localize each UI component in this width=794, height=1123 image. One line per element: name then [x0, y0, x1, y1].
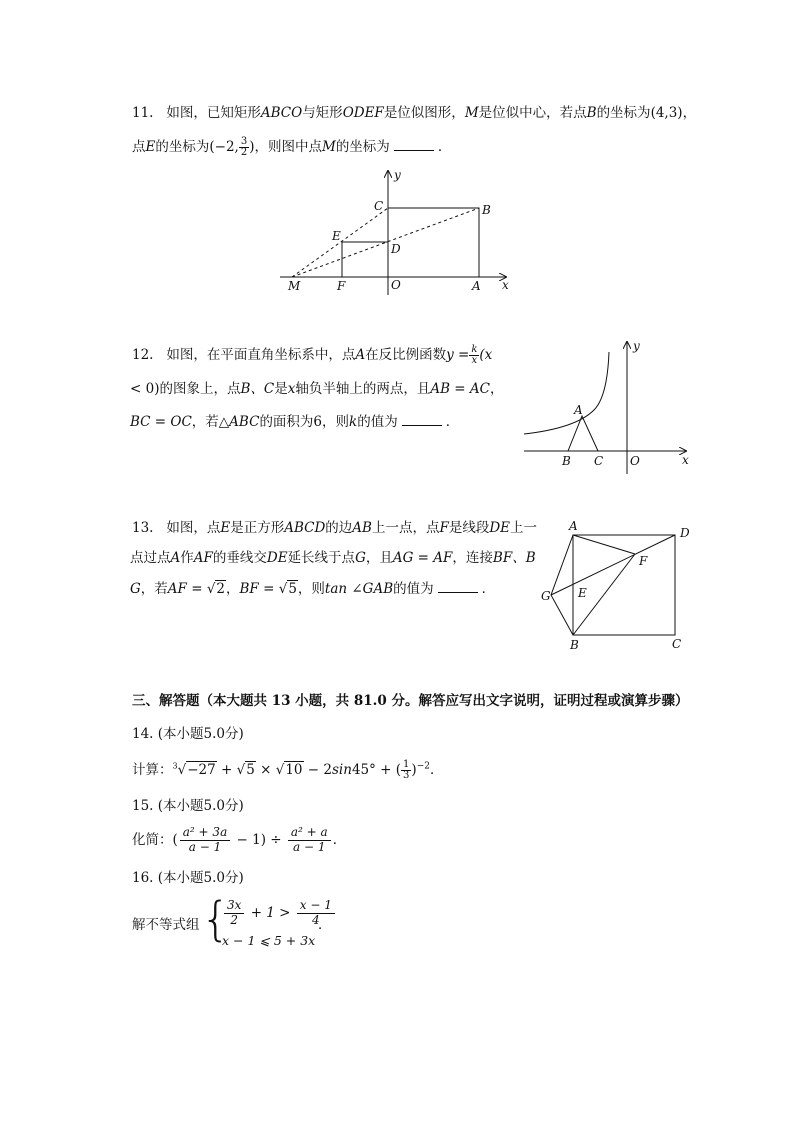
q16-brace: {	[201, 892, 231, 946]
section-3-heading: 三、解答题（本大题共 13 小题，共 81.0 分。解答应写出文字说明，证明过程或演算步骤）	[132, 693, 689, 709]
q12-hyperbola	[524, 352, 609, 434]
q14-header: 14. (本小题5.0分)	[132, 726, 244, 742]
q16-ineq-1: $\frac{3x}{2}$ + 1 > $\frac{x - 1}{4}$	[222, 899, 337, 928]
q12-label-a: A	[574, 403, 583, 417]
q15-expression: 化简：( $\frac{\text{a² + 3a}}{a - 1}$ − 1) ÷ $\frac{\text{a² + a}}{a - 1}$ ．	[132, 825, 347, 854]
q12-label-y: y	[633, 339, 640, 353]
q13-line-af	[573, 535, 635, 554]
q12-line3: BC = OC，若△ABC的面积为6，则k的值为 ．	[130, 414, 460, 430]
q11-rect-odef	[342, 242, 388, 277]
q11-line2: 点E的坐标为(−2, $\frac{3}{2}$ )，则图中点M的坐标为 ．	[132, 136, 452, 158]
q12-answer-blank	[402, 413, 442, 426]
q13-label-e: E	[578, 586, 587, 600]
q16-header: 16. (本小题5.0分)	[132, 870, 244, 886]
q13-line2: 点过点A作AF的垂线交DE延长线于点G，且AG = AF，连接BF、B	[130, 550, 536, 566]
q13-label-d: D	[680, 526, 690, 540]
q14-expression: 计算：$^3$√−27 + √5 × √10 − 2sin45° + ( $\frac{1}{3}$ )$^{-2}$．	[132, 759, 444, 781]
q12-triangle	[568, 416, 598, 451]
q16-frac-2: $\frac{x - 1}{4}$	[297, 899, 335, 928]
q11-label-x: x	[502, 278, 509, 292]
q13-label-g: G	[541, 589, 551, 603]
q12-figure	[520, 338, 700, 478]
q12-label-b: B	[562, 454, 571, 468]
q13-figure	[538, 515, 698, 655]
q13-label-a: A	[569, 519, 578, 533]
q15-frac-1: $\frac{\text{a² + 3a}}{a - 1}$	[180, 826, 230, 855]
q15-header: 15. (本小题5.0分)	[132, 798, 244, 814]
q13-line3: G，若AF = √2，BF = √5，则tan ∠GAB的值为 ．	[130, 581, 496, 597]
q12-frac: $\frac{k}{x}$	[471, 344, 478, 366]
q11-label-c: C	[374, 199, 384, 213]
q11-frac: $\frac{3}{2}$	[240, 136, 248, 158]
q13-label-b: B	[570, 638, 579, 652]
q11-line1: 11. 如图，已知矩形ABCO与矩形ODEF是位似图形，M是位似中心，若点B的坐标为(4,3)，	[132, 105, 697, 121]
q11-label-f: F	[337, 279, 346, 293]
q16-prefix: 解不等式组	[132, 917, 200, 933]
q12-label-x: x	[682, 453, 689, 467]
q15-frac-2: $\frac{\text{a² + a}}{a - 1}$	[288, 826, 331, 855]
q16-frac-1: $\frac{3x}{2}$	[224, 899, 244, 928]
q13-answer-blank	[438, 580, 478, 593]
q14-frac: $\frac{1}{3}$	[403, 759, 410, 781]
q11-label-b: B	[482, 203, 491, 217]
q11-label-a: A	[472, 279, 481, 293]
q11-answer-blank	[394, 138, 434, 151]
q11-label-m: M	[288, 279, 301, 293]
q13-label-c: C	[672, 637, 682, 651]
q13-label-f: F	[639, 554, 648, 568]
q13-square-abcd	[573, 535, 675, 635]
q11-rect-abco	[388, 208, 479, 277]
q11-figure	[280, 165, 520, 300]
q11-label-y: y	[394, 168, 401, 182]
q13-line1: 13. 如图，点E是正方形ABCD的边AB上一点，点F是线段DE上一	[132, 520, 538, 536]
q11-label-e: E	[332, 229, 341, 243]
q12-label-o: O	[630, 454, 640, 468]
q12-line1: 12. 如图，在平面直角坐标系中，点A在反比例函数y = $\frac{k}{x}$ (x	[132, 344, 493, 366]
q11-label-d: D	[391, 242, 401, 256]
q12-line2: < 0)的图象上，点B、C是x轴负半轴上的两点，且AB = AC，	[130, 381, 504, 397]
q16-ineq-2: x − 1 ⩽ 5 + 3x	[222, 933, 316, 948]
q13-ag-gb	[551, 535, 573, 635]
q12-label-c: C	[594, 454, 604, 468]
q11-label-o: O	[391, 278, 401, 292]
q16-end: ．	[318, 917, 332, 933]
